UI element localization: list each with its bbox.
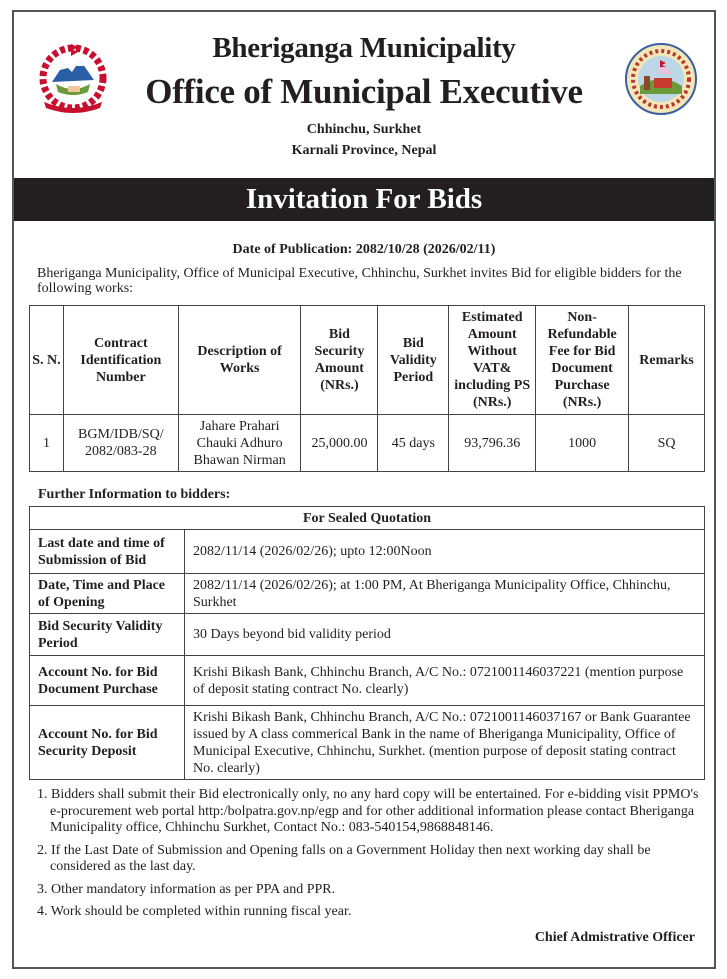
info-value: 30 Days beyond bid validity period <box>185 614 705 656</box>
header-remarks: Remarks <box>629 306 705 415</box>
header-fee: Non-Refundable Fee for Bid Document Purchase (NRs.) <box>536 306 629 415</box>
info-row <box>30 656 705 706</box>
info-row <box>30 614 705 656</box>
info-value: 2082/11/14 (2026/02/26); upto 12:00Noon <box>185 530 705 574</box>
notice-frame <box>12 10 716 969</box>
header-validity: Bid Validity Period <box>378 306 449 415</box>
signature-title: Chief Admistrative Officer <box>534 930 695 945</box>
address-line-1: Chhinchu, Surkhet <box>306 122 422 137</box>
notes-list <box>37 787 705 927</box>
info-value: 2082/11/14 (2026/02/26); at 1:00 PM, At Bheriganga Municipality Office, Chhinchu, Surkhet <box>185 574 705 614</box>
note-item: 3. Other mandatory information as per PPA and PPR. <box>37 881 336 897</box>
office-name: Office of Municipal Executive <box>145 72 583 111</box>
header-contract-id: Contract Identification Number <box>63 306 178 415</box>
intro-paragraph: Bheriganga Municipality, Office of Municipal Executive, Chhinchu, Surkhet invites Bid for eligible bidders for the following works: <box>37 266 682 296</box>
sealed-quotation-title: For Sealed Quotation <box>30 507 705 530</box>
cell-fee: 1000 <box>536 415 629 472</box>
table-row <box>30 415 705 472</box>
further-info-table <box>29 506 705 780</box>
info-row <box>30 706 705 780</box>
info-label: Account No. for Bid Document Purchase <box>30 656 185 706</box>
publication-date: Date of Publication: 2082/10/28 (2026/02/11) <box>232 242 496 257</box>
cell-description: Jahare Prahari Chauki Adhuro Bhawan Nirman <box>178 415 301 472</box>
info-title-row <box>30 507 705 530</box>
info-label: Bid Security Validity Period <box>30 614 185 656</box>
info-label: Last date and time of Submission of Bid <box>30 530 185 574</box>
invitation-banner: Invitation For Bids <box>14 178 714 221</box>
info-row <box>30 530 705 574</box>
header-estimated: Estimated Amount Without VAT& including PS (NRs.) <box>449 306 536 415</box>
note-item: 2. If the Last Date of Submission and Opening falls on a Government Holiday then next working day shall be considered as the last day. <box>37 842 651 874</box>
header-bid-security: Bid Security Amount (NRs.) <box>301 306 378 415</box>
header-sn: S. N. <box>30 306 64 415</box>
header <box>14 12 714 178</box>
cell-validity: 45 days <box>378 415 449 472</box>
municipality-seal-icon <box>624 42 698 116</box>
cell-contract-id: BGM/IDB/SQ/ 2082/083-28 <box>63 415 178 472</box>
cell-estimated: 93,796.36 <box>449 415 536 472</box>
info-label: Account No. for Bid Security Deposit <box>30 706 185 780</box>
note-item: 4. Work should be completed within running fiscal year. <box>37 904 352 919</box>
info-value: Krishi Bikash Bank, Chhinchu Branch, A/C No.: 0721001146037221 (mention purpose of deposit stating contract No. clearly) <box>185 656 705 706</box>
header-description: Description of Works <box>178 306 301 415</box>
info-label: Date, Time and Place of Opening <box>30 574 185 614</box>
cell-remarks: SQ <box>629 415 705 472</box>
info-row <box>30 574 705 614</box>
info-value: Krishi Bikash Bank, Chhinchu Branch, A/C No.: 0721001146037167 or Bank Guarantee issued by A class commerical Bank in the name of Bheriganga Municipality, Office of Municipal Executive, Chhinchu, Surkhet. (mention purpose of deposit stating contract No. clearly) <box>185 706 705 780</box>
address-line-2: Karnali Province, Nepal <box>291 143 437 158</box>
table-header-row <box>30 306 705 415</box>
cell-sn: 1 <box>30 415 64 472</box>
bids-table <box>29 305 705 472</box>
cell-bid-security: 25,000.00 <box>301 415 378 472</box>
municipality-name: Bheriganga Municipality <box>212 32 516 64</box>
further-info-heading: Further Information to bidders: <box>38 487 231 502</box>
note-item: 1. Bidders shall submit their Bid electronically only, no any hard copy will be entertained. For e-bidding visit PPMO's e-procurement web portal http:/bolpatra.gov.np/egp and for other additional information please contact Bheriganga Municipality office, Chhinchu Surkhet, Contact No.: 083-540154,9868848146. <box>37 787 699 835</box>
